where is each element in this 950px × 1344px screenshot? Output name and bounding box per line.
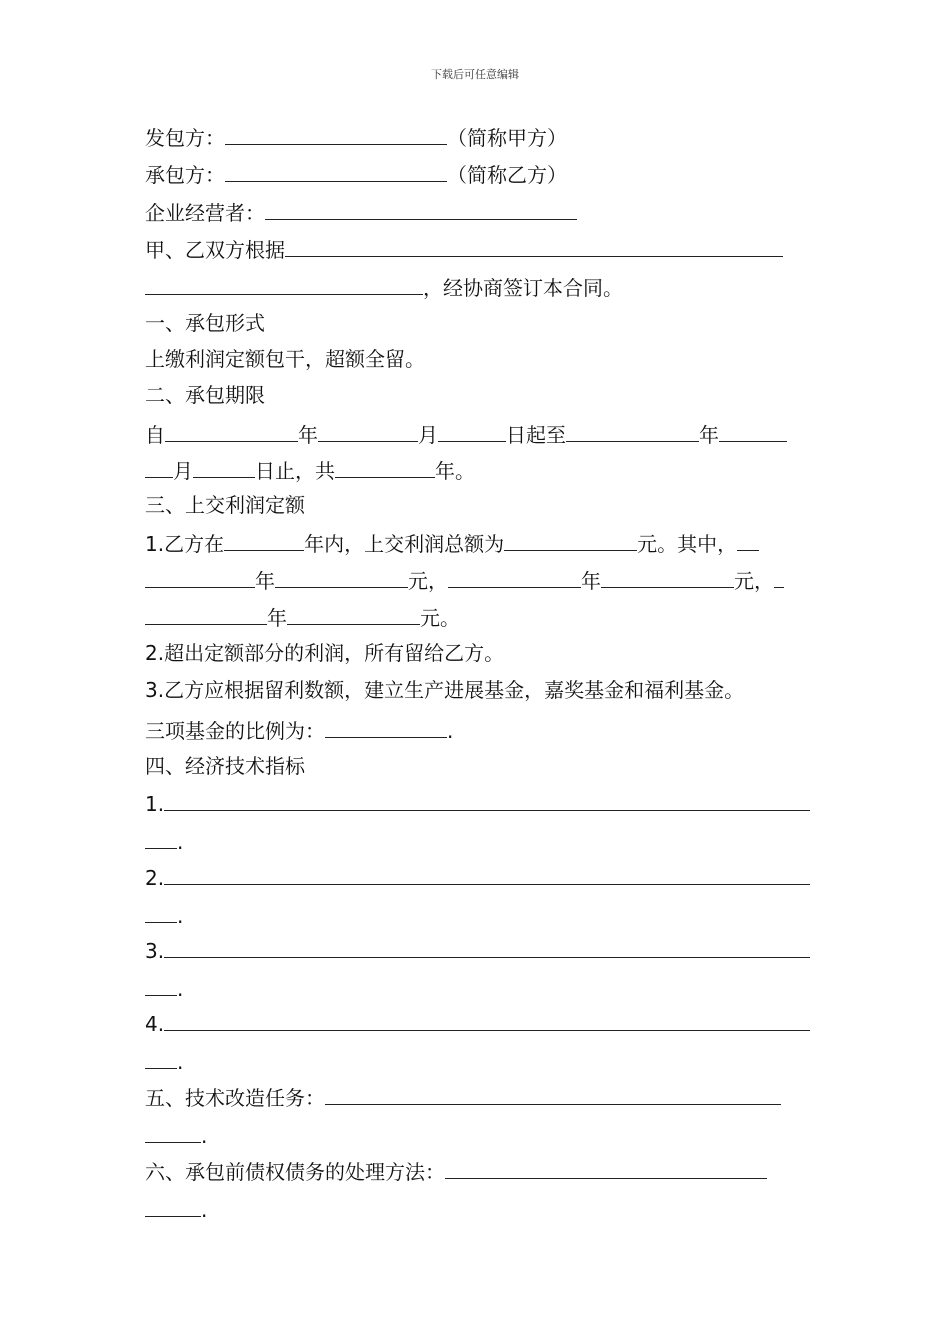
term-end-year-label: 年 xyxy=(699,423,719,447)
term-year-label: 年 xyxy=(298,423,318,447)
intro-basis-blank-cont[interactable] xyxy=(145,270,423,295)
fund-ratio-label: 三项基金的比例为： xyxy=(145,719,325,743)
page-header: 下载后可任意编辑 xyxy=(431,68,519,81)
indicator-2-period: . xyxy=(177,904,184,928)
breakdown-yuan-3: 元。 xyxy=(420,606,460,630)
end-month-blank-cont[interactable] xyxy=(145,453,173,478)
start-day-blank[interactable] xyxy=(438,417,506,442)
indicator-4-blank[interactable] xyxy=(164,1006,810,1031)
section-1-title: 一、承包形式 xyxy=(145,311,265,335)
section-6-cont xyxy=(145,1192,207,1222)
term-day-to: 日止，共 xyxy=(255,459,335,483)
term-end-month-label: 月 xyxy=(173,459,193,483)
section-5-cont xyxy=(145,1118,207,1148)
section-2-title: 二、承包期限 xyxy=(145,383,265,407)
breakdown-amount-2-blank[interactable] xyxy=(601,563,734,588)
indicator-1-number: 1. xyxy=(145,792,165,816)
party-a-line xyxy=(145,120,567,150)
profit-item-3: 3.乙方应根据留利数额，建立生产进展基金，嘉奖基金和福利基金。 xyxy=(145,678,745,702)
term-month-label: 月 xyxy=(418,423,438,447)
fund-ratio-period: . xyxy=(447,719,454,743)
indicator-3-period: . xyxy=(177,977,184,1001)
section-1-body: 上缴利润定额包干，超额全留。 xyxy=(145,347,425,371)
indicator-1-blank-cont[interactable] xyxy=(145,824,177,849)
breakdown-yuan-1: 元， xyxy=(408,569,448,593)
operator-label: 企业经营者： xyxy=(145,201,265,225)
party-a-label: 发包方： xyxy=(145,126,225,150)
intro-line-2 xyxy=(145,270,623,300)
indicator-1-line xyxy=(145,786,810,816)
fund-ratio-blank[interactable] xyxy=(325,713,447,738)
fund-ratio-line xyxy=(145,713,453,743)
indicator-4-blank-cont[interactable] xyxy=(145,1044,177,1069)
indicator-4-line xyxy=(145,1006,810,1036)
indicator-4-period: . xyxy=(177,1050,184,1074)
tech-task-blank[interactable] xyxy=(325,1080,781,1105)
term-line-2 xyxy=(145,453,475,483)
indicator-4-cont xyxy=(145,1044,183,1074)
tech-task-blank-cont[interactable] xyxy=(145,1118,201,1143)
profit-line-1 xyxy=(145,526,759,556)
operator-blank[interactable] xyxy=(265,195,577,220)
party-a-note: （简称甲方） xyxy=(447,126,567,150)
start-year-blank[interactable] xyxy=(165,417,298,442)
term-day-from: 日起至 xyxy=(506,423,566,447)
start-month-blank[interactable] xyxy=(318,417,418,442)
breakdown-year-label-1: 年 xyxy=(255,569,275,593)
breakdown-year-2-blank[interactable] xyxy=(448,563,581,588)
end-month-blank[interactable] xyxy=(719,417,787,442)
indicator-2-number: 2. xyxy=(145,866,165,890)
term-total-years-blank[interactable] xyxy=(335,453,435,478)
section-4-title: 四、经济技术指标 xyxy=(145,754,305,778)
profit-item-2: 2.超出定额部分的利润，所有留给乙方。 xyxy=(145,641,505,665)
breakdown-year-3-blank-cont[interactable] xyxy=(145,600,267,625)
end-day-blank[interactable] xyxy=(193,453,255,478)
profit-line-2 xyxy=(145,563,784,593)
debt-method-blank[interactable] xyxy=(445,1154,767,1179)
debt-method-period: . xyxy=(201,1198,208,1222)
breakdown-amount-3-blank[interactable] xyxy=(287,600,420,625)
profit-mid: 年内，上交利润总额为 xyxy=(304,532,505,556)
intro-basis-blank[interactable] xyxy=(285,232,783,257)
indicator-2-cont xyxy=(145,898,183,928)
section-5-title: 五、技术改造任务： xyxy=(145,1086,325,1110)
breakdown-year-3-blank[interactable] xyxy=(774,563,784,588)
indicator-3-blank[interactable] xyxy=(164,933,810,958)
indicator-1-blank[interactable] xyxy=(164,786,810,811)
profit-years-blank[interactable] xyxy=(224,526,304,551)
indicator-3-line xyxy=(145,933,810,963)
term-year-end: 年。 xyxy=(435,459,475,483)
party-b-label: 承包方： xyxy=(145,163,225,187)
breakdown-year-label-2: 年 xyxy=(581,569,601,593)
breakdown-year-1-blank[interactable] xyxy=(145,563,255,588)
breakdown-yuan-2: 元， xyxy=(734,569,774,593)
profit-yuan: 元。其中， xyxy=(637,532,738,556)
section-3-title: 三、上交利润定额 xyxy=(145,493,305,517)
indicator-3-blank-cont[interactable] xyxy=(145,971,177,996)
section-6-line xyxy=(145,1154,767,1184)
section-6-title: 六、承包前债权债务的处理方法： xyxy=(145,1160,445,1184)
indicator-3-cont xyxy=(145,971,183,1001)
debt-method-blank-cont[interactable] xyxy=(145,1192,201,1217)
breakdown-year-label-3: 年 xyxy=(267,606,287,630)
profit-breakdown-blank[interactable] xyxy=(737,526,759,551)
term-from: 自 xyxy=(145,423,165,447)
party-a-blank[interactable] xyxy=(225,120,447,145)
tech-task-period: . xyxy=(201,1124,208,1148)
intro-suffix: ，经协商签订本合同。 xyxy=(423,276,623,300)
breakdown-amount-1-blank[interactable] xyxy=(275,563,408,588)
profit-total-blank[interactable] xyxy=(504,526,637,551)
indicator-2-blank-cont[interactable] xyxy=(145,898,177,923)
party-b-note: （简称乙方） xyxy=(447,163,567,187)
indicator-4-number: 4. xyxy=(145,1012,165,1036)
party-b-blank[interactable] xyxy=(225,157,447,182)
end-year-blank[interactable] xyxy=(566,417,699,442)
party-b-line xyxy=(145,157,567,187)
term-line-1 xyxy=(145,417,787,447)
intro-line-1 xyxy=(145,232,783,262)
indicator-1-cont xyxy=(145,824,183,854)
section-5-line xyxy=(145,1080,781,1110)
indicator-2-line xyxy=(145,860,810,890)
profit-line-3 xyxy=(145,600,460,630)
indicator-1-period: . xyxy=(177,830,184,854)
indicator-2-blank[interactable] xyxy=(164,860,810,885)
operator-line xyxy=(145,195,577,225)
indicator-3-number: 3. xyxy=(145,939,165,963)
intro-prefix: 甲、乙双方根据 xyxy=(145,238,285,262)
profit-prefix: 1.乙方在 xyxy=(145,532,225,556)
